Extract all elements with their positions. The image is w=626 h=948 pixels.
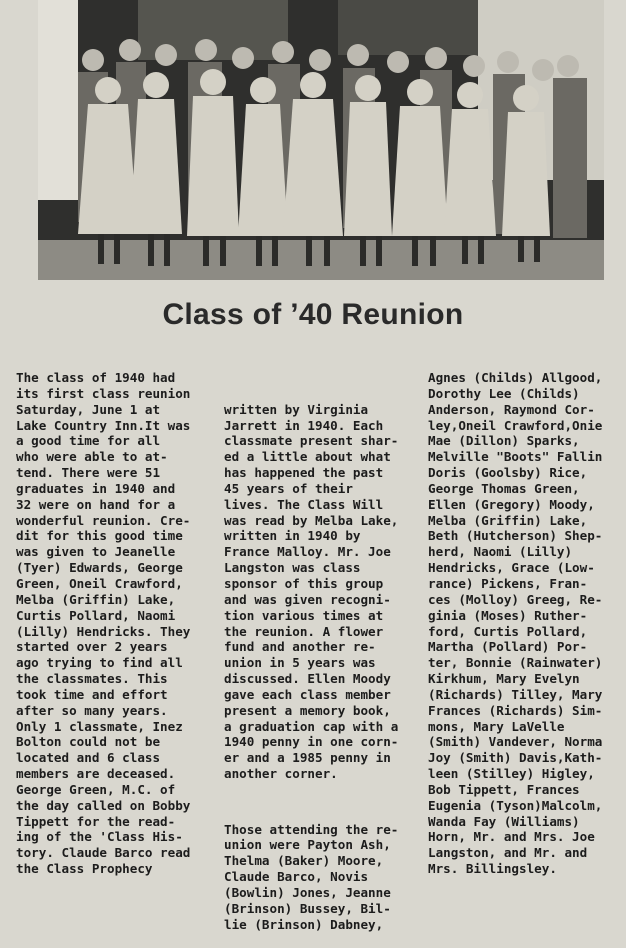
- column-2-paragraph-1: written by Virginia Jarrett in 1940. Each classmate present shar- ed a little about what has happened the past 45 years of their lives. The Class Will was read by Melba Lake, written in 1940 by France Malloy. Mr. Joe Langston was class sponsor of this group and was given recogni- tion various times at the reunion. A flower fund and another re- union in 5 years was discussed. Ellen Moody gave each class member present a memory book, a graduation cap with a 1940 penny in one corn- er and a 1985 penny in another corner.: [224, 401, 399, 782]
- column-2-paragraph-2: Those attending the re- union were Payton Ash, Thelma (Baker) Moore, Claude Barco, Novis (Bowlin) Jones, Jeanne (Brinson) Bussey, Bil- lie (Brinson) Dabney,: [224, 821, 399, 932]
- article-title: Class of ’40 Reunion: [162, 298, 464, 331]
- article-column-3: Agnes (Childs) Allgood, Dorothy Lee (Childs) Anderson, Raymond Cor- ley,Oneil Crawford,Onie Mae (Dillon) Sparks, Melville "Boots" Fallin Doris (Goolsby) Rice, George Thomas Green, Ellen (Gregory) Moody, Melba (Griffin) Lake, Beth (Hutcherson) Shep- herd, Naomi (Lilly) Hendricks, Grace (Low- rance) Pickens, Fran- ces (Molloy) Greeg, Re- ginia (Moses) Ruther- ford, Curtis Pollard, Martha (Pollard) Por- ter, Bonnie (Rainwater) Kirkhum, Mary Evelyn (Richards) Tilley, Mary Frances (Richards) Sim- mons, Mary LaVelle (Smith) Vandever, Norma Joy (Smith) Davis,Kath- leen (Stilley) Higley, Bob Tippett, Frances Eugenia (Tyson)Malcolm, Wanda Fay (Williams) Horn, Mr. and Mrs. Joe Langston, and Mr. and Mrs. Billingsley.: [428, 370, 603, 877]
- group-photo-illustration: [38, 0, 604, 280]
- article-column-1: The class of 1940 had its first class reunion Saturday, June 1 at Lake Country Inn.It was a good time for all who were able to at- tend. There were 51 graduates in 1940 and 32 were on hand for a wonderful reunion. Cre- dit for this good time was given to Jeanelle (Tyer) Edwards, George Green, Oneil Crawford, Melba (Griffin) Lake, Curtis Pollard, Naomi (Lilly) Hendricks. They started over 2 years ago trying to find all the classmates. This took time and effort after so many years. Only 1 classmate, Inez Bolton could not be located and 6 class members are deceased. George Green, M.C. of the day called on Bobby Tippett for the read- ing of the 'Class His- tory. Claude Barco read the Class Prophecy: [16, 370, 191, 877]
- article-column-2: [224, 370, 398, 948]
- group-photo: [38, 0, 604, 280]
